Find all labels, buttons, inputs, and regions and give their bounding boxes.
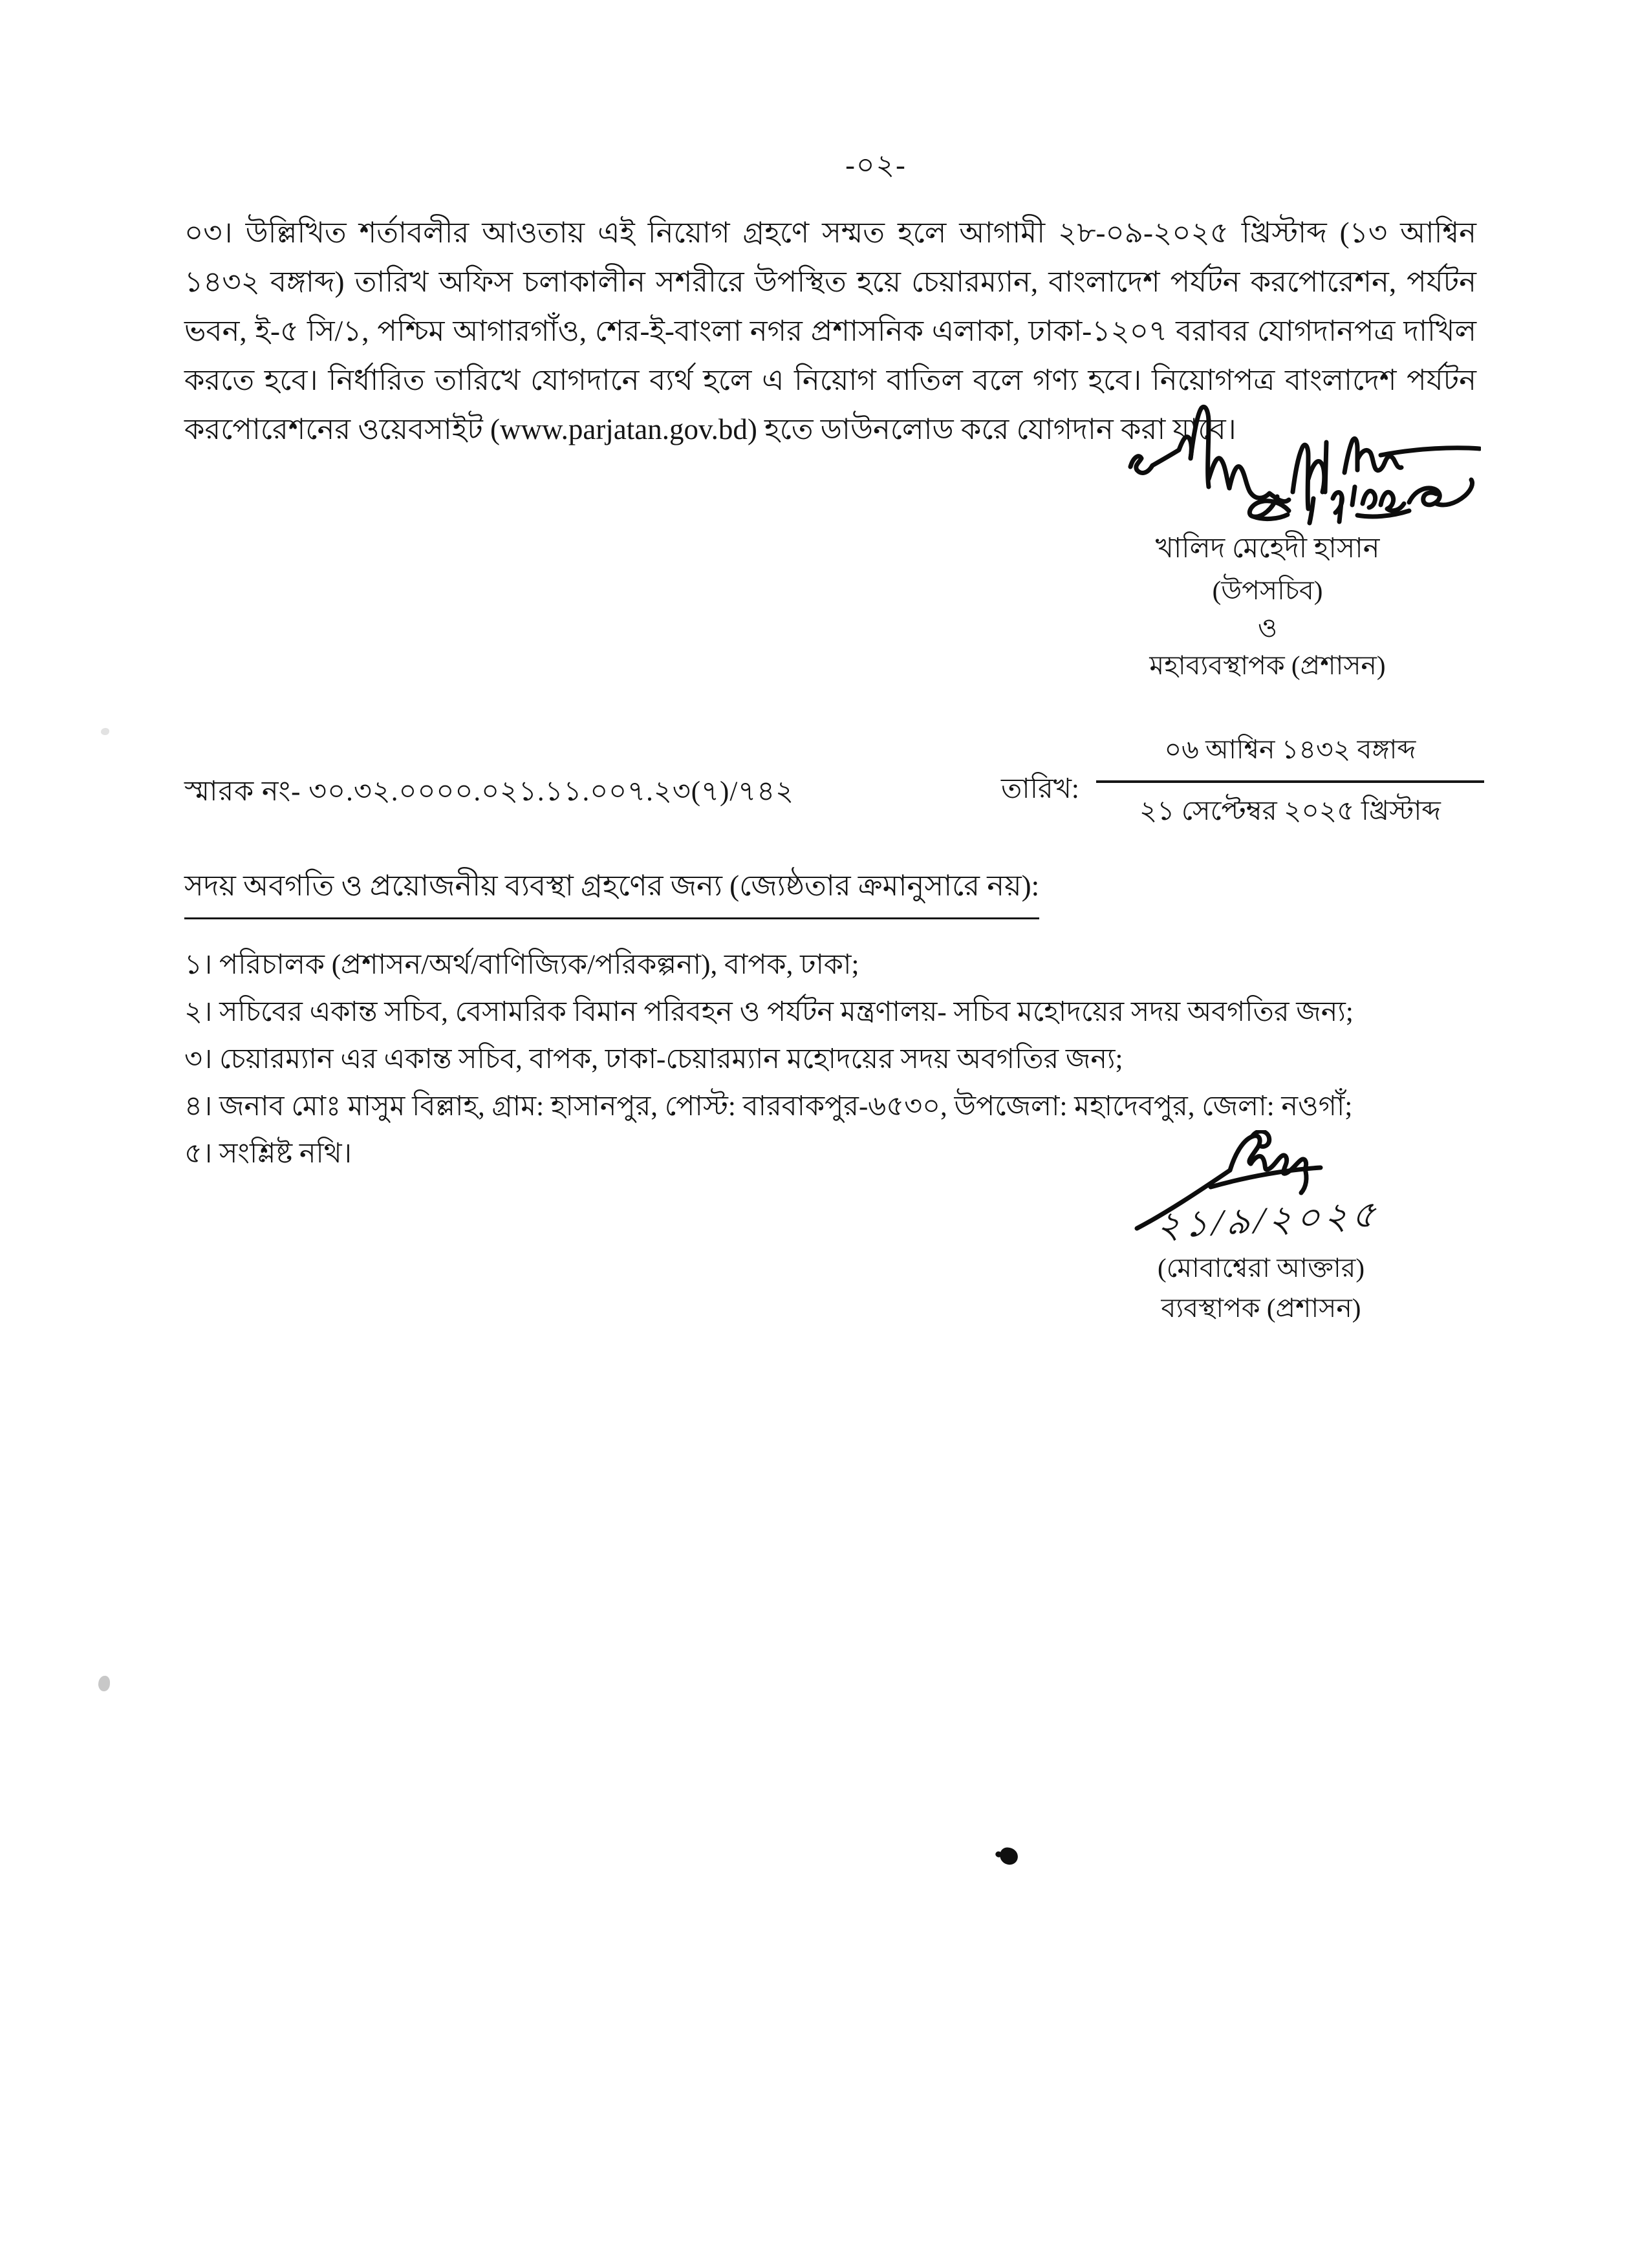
scan-speck — [101, 728, 109, 735]
primary-signatory-conjunction: ও — [1257, 613, 1278, 643]
memo-number: স্মারক নং- ৩০.৩২.০০০০.০২১.১১.০০৭.২৩(৭)/৭৪২ — [184, 776, 795, 807]
secondary-signatory-designation: ব্যবস্থাপক (প্রশাসন) — [1161, 1293, 1361, 1323]
date-bangla: ০৬ আশ্বিন ১৪৩২ বঙ্গাব্দ — [1164, 734, 1416, 764]
distribution-item: ৪। জনাব মোঃ মাসুম বিল্লাহ, গ্রাম: হাসানপুর, পোস্ট: বারবাকপুর-৬৫৩০, উপজেলা: মহাদেবপুর, জেলা: নওগাঁ; — [184, 1091, 1353, 1122]
primary-signatory-block — [1074, 401, 1462, 685]
date-block — [1001, 729, 1484, 835]
page-number: -০২- — [845, 149, 907, 181]
secondary-signatory-block — [1080, 1130, 1442, 1331]
paragraph-03: ০৩। উল্লিখিত শর্তাবলীর আওতায় এই নিয়োগ গ্রহণে সম্মত হলে আগামী ২৮-০৯-২০২৫ খ্রিস্টাব্দ (১৩ আশ্বিন ১৪৩২ বঙ্গাব্দ) তারিখ অফিস চলাকালীন সশরীরে উপস্থিত হয়ে চেয়ারম্যান, বাংলাদেশ পর্যটন করপোরেশন, পর্যটন ভবন, ই-৫ সি/১, পশ্চিম আগারগাঁও, শের-ই-বাংলা নগর প্রশাসনিক এলাকা, ঢাকা-১২০৭ বরাবর যোগদানপত্র দাখিল করতে হবে। নির্ধারিত তারিখে যোগদানে ব্যর্থ হলে এ নিয়োগ বাতিল বলে গণ্য হবে। নিয়োগপত্র বাংলাদেশ পর্যটন করপোরেশনের ওয়েবসাইট (www.parjatan.gov.bd) হতে ডাউনলোড করে যোগদান করা যাবে। — [184, 217, 1476, 445]
primary-signatory-name: খালিদ মেহেদী হাসান — [1155, 533, 1380, 564]
primary-signatory-designation-2: মহাব্যবস্থাপক (প্রশাসন) — [1149, 650, 1386, 680]
date-label: তারিখ: — [1001, 773, 1079, 804]
distribution-item: ৫। সংশ্লিষ্ট নথি। — [184, 1139, 352, 1169]
date-gregorian: ২১ সেপ্টেম্বর ২০২৫ খ্রিস্টাব্দ — [1139, 797, 1441, 826]
distribution-item: ২। সচিবের একান্ত সচিব, বেসামরিক বিমান পরিবহন ও পর্যটন মন্ত্রণালয়- সচিব মহোদয়ের সদয় অবগতির জন্য; — [184, 997, 1354, 1027]
ink-blot-artifact — [998, 1846, 1020, 1866]
secondary-signature-handwritten-date: ২১/৯/২০২৫ — [1155, 1193, 1381, 1247]
scan-speck — [98, 1676, 110, 1691]
primary-signatory-designation-1: (উপসচিব) — [1212, 575, 1323, 605]
distribution-item: ৩। চেয়ারম্যান এর একান্ত সচিব, বাপক, ঢাকা-চেয়ারম্যান মহোদয়ের সদয় অবগতির জন্য; — [184, 1044, 1123, 1075]
distribution-heading: সদয় অবগতি ও প্রয়োজনীয় ব্যবস্থা গ্রহণের জন্য (জ্যেষ্ঠতার ক্রমানুসারে নয়): — [184, 864, 1039, 919]
date-fraction — [1096, 729, 1484, 835]
primary-signature-mark — [1119, 401, 1481, 528]
secondary-signatory-name: (মোবাশ্বেরা আক্তার) — [1158, 1253, 1365, 1283]
distribution-item: ১। পরিচালক (প্রশাসন/অর্থ/বাণিজ্যিক/পরিকল্পনা), বাপক, ঢাকা; — [184, 950, 859, 980]
